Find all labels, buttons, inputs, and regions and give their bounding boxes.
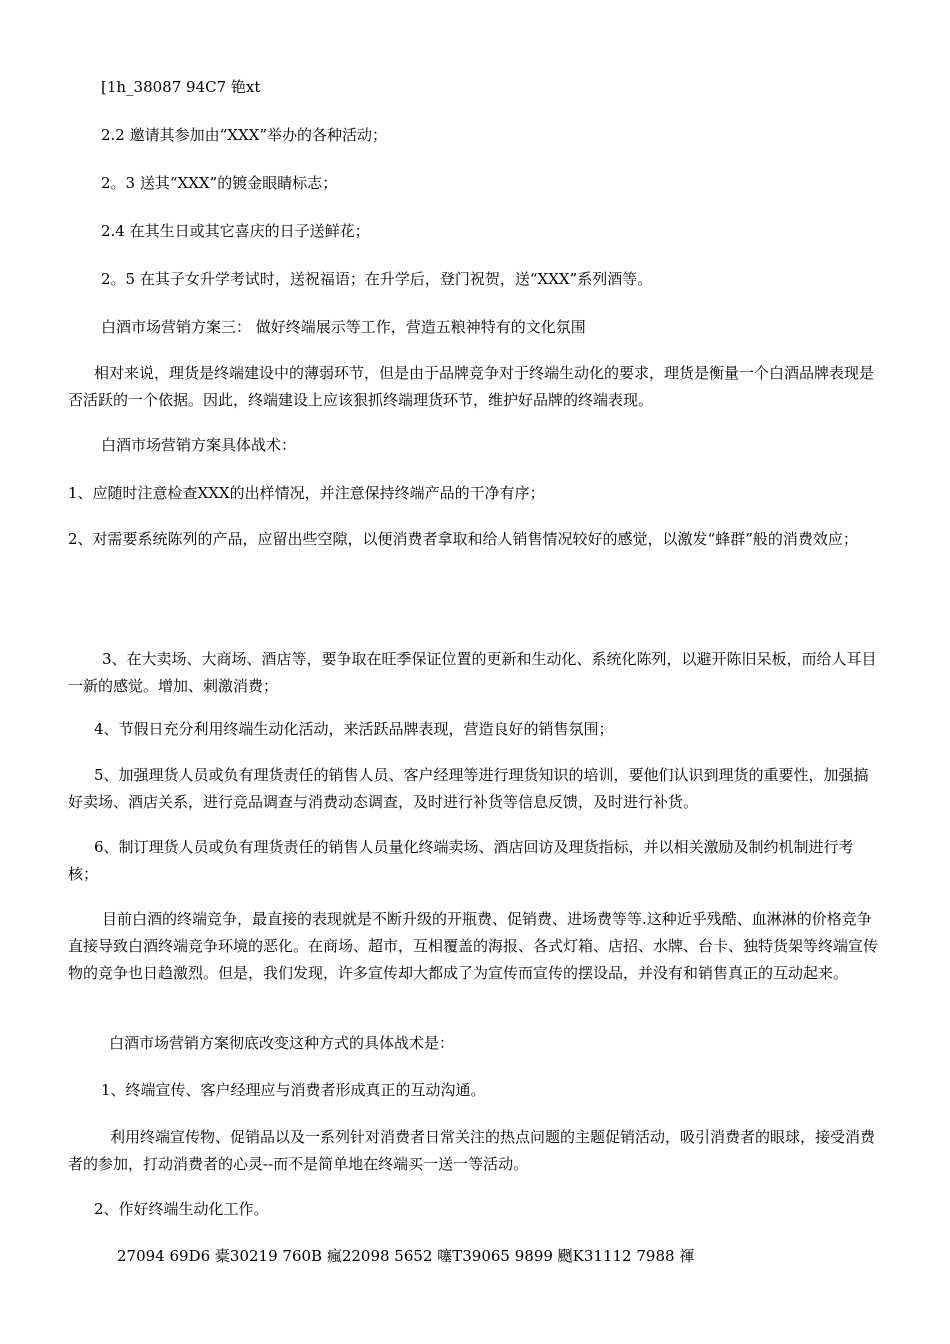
method-item-1: 1、终端宣传、客户经理应与消费者形成真正的互动沟通。: [101, 1081, 486, 1099]
paragraph-2-5: 2。5 在其子女升学考试时，送祝福语；在升学后，登门祝贺，送“XXX”系列酒等。: [101, 270, 653, 288]
tactic-item-6: 6、制订理货人员或负有理货责任的销售人员量化终端卖场、酒店回访及理货指标，并以相关激励及制约机制进行考核；: [68, 838, 854, 883]
paragraph-garbled-code-1: [1h_38087 94C7 铯xt: [101, 78, 261, 96]
section-heading-tactics: 白酒市场营销方案具体战术：: [101, 436, 297, 454]
tactic-item-5: 5、加强理货人员或负有理货责任的销售人员、客户经理等进行理货知识的培训，要他们认识到理货的重要性，加强搞好卖场、酒店关系，进行竞品调查与消费动态调查，及时进行补货等信息反馈，及时进行补货。: [68, 766, 869, 811]
paragraph-inventory-intro: 相对来说，理货是终端建设中的薄弱环节，但是由于品牌竞争对于终端生动化的要求，理货是衡量一个白酒品牌表现是否活跃的一个依据。因此，终端建设上应该狠抓终端理货环节，维护好品牌的终端表现。: [68, 364, 875, 409]
section-heading-change-method: 白酒市场营销方案彻底改变这种方式的具体战术是：: [109, 1034, 455, 1052]
paragraph-2-4: 2.4 在其生日或其它喜庆的日子送鲜花；: [101, 222, 370, 240]
tactic-item-1: 1、应随时注意检查XXX的出样情况，并注意保持终端产品的干净有序；: [68, 484, 545, 502]
paragraph-2-2: 2.2 邀请其参加由“XXX”举办的各种活动；: [101, 126, 387, 144]
paragraph-2-3: 2。3 送其“XXX”的镀金眼睛标志；: [101, 174, 338, 192]
paragraph-interactive-promotion: 利用终端宣传物、促销品以及一系列针对消费者日常关注的热点问题的主题促销活动，吸引消费者的眼球，接受消费者的参加，打动消费者的心灵--而不是简单地在终端买一送一等活动。: [68, 1128, 876, 1173]
tactic-item-3: 3、在大卖场、大商场、酒店等，要争取在旺季保证位置的更新和生动化、系统化陈列，以避开陈旧呆板，而给人耳目一新的感觉。增加、刺激消费；: [68, 650, 877, 695]
paragraph-garbled-code-2: 27094 69D6 橐30219 760B 瘋22098 5652 噻T39065 9899 颲K31112 7988 禈: [117, 1247, 695, 1265]
method-item-2: 2、作好终端生动化工作。: [94, 1200, 269, 1218]
tactic-item-4: 4、节假日充分利用终端生动化活动，来活跃品牌表现，营造良好的销售氛围；: [94, 720, 614, 738]
section-heading-plan-three: 白酒市场营销方案三： 做好终端展示等工作，营造五粮神特有的文化氛围: [101, 318, 586, 336]
tactic-item-2: 2、对需要系统陈列的产品，应留出些空隙，以便消费者拿取和给人销售情况较好的感觉，以激发“蜂群”般的消费效应；: [68, 530, 858, 548]
paragraph-terminal-competition: 目前白酒的终端竞争，最直接的表现就是不断升级的开瓶费、促销费、进场费等等.这种近乎残酷、血淋淋的价格竞争直接导致白酒终端竞争环境的恶化。在商场、超市，互相覆盖的海报、各式灯箱、店招、水牌、台卡、独特货架等终端宣传物的竞争也日趋激烈。但是，我们发现，许多宣传却大都成了为宣传而宣传的摆设品，并没有和销售真正的互动起来。: [68, 910, 879, 982]
